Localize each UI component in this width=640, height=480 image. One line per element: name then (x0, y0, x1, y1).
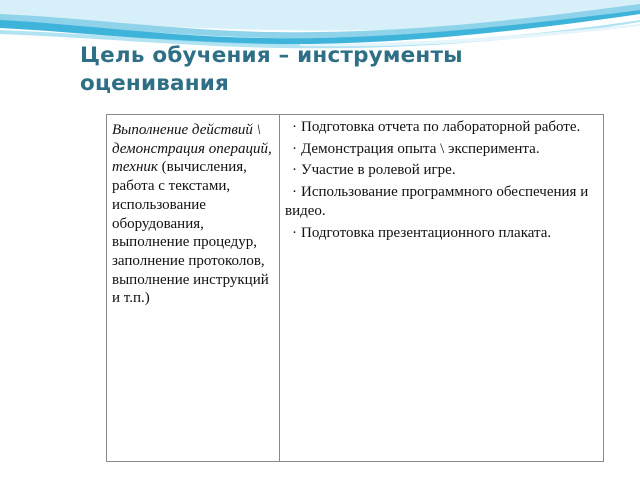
list-item (285, 183, 599, 222)
table-cell-tools (281, 115, 603, 461)
list-item-text: Участие в ролевой игре. (301, 162, 456, 178)
list-item (285, 161, 599, 181)
list-item-text: Подготовка отчета по лабораторной работе. (301, 119, 581, 135)
bullet-dot-icon: · (292, 183, 297, 200)
list-item (285, 118, 599, 138)
table-cell-activity (107, 115, 280, 461)
bullet-dot-icon: · (292, 140, 297, 157)
tools-list (285, 118, 599, 243)
activity-description-text: (вычисления, работа с текстами, использование оборудования, выполнение процедур, заполнение протоколов, выполнение инструкций и т.п.) (112, 159, 269, 307)
slide-title: Цель обучения – инструменты оценивания (80, 43, 463, 96)
bullet-dot-icon: · (292, 119, 297, 135)
list-item-text: Подготовка презентационного плаката. (301, 224, 552, 241)
assessment-table (106, 114, 604, 462)
list-item (285, 140, 599, 160)
activity-italic-text: Выполнение действий \ демонстрация операций, техник (112, 122, 272, 176)
list-item (285, 224, 599, 244)
list-item-text: Демонстрация опыта \ эксперимента. (301, 140, 540, 157)
bullet-dot-icon: · (292, 162, 297, 178)
list-item-text: Использование программного обеспечения и видео. (285, 183, 589, 219)
bullet-dot-icon: · (292, 224, 297, 241)
